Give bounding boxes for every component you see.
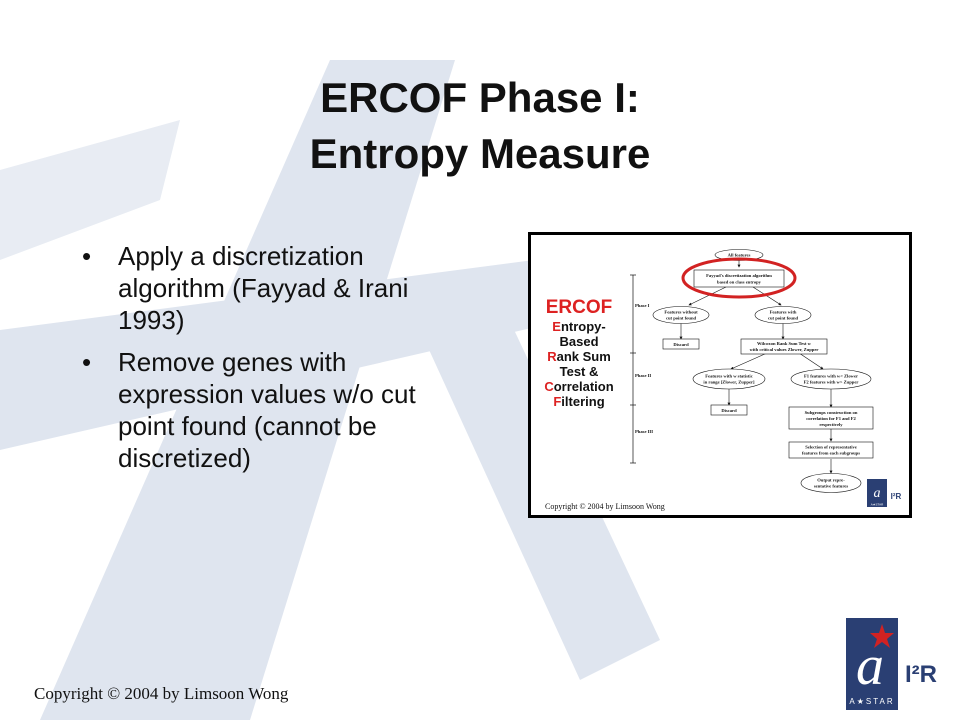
svg-text:Output repre-: Output repre- xyxy=(817,477,845,483)
ercof-line: Entropy- xyxy=(552,319,606,334)
svg-text:Subgroups construction on: Subgroups construction on xyxy=(804,410,858,415)
svg-text:a: a xyxy=(856,635,884,697)
svg-text:Features with: Features with xyxy=(769,309,797,315)
bullet-dot-icon: • xyxy=(82,241,92,271)
ercof-line: Correlation xyxy=(544,379,614,394)
figure-copyright: Copyright © 2004 by Limsoon Wong xyxy=(545,502,665,511)
svg-text:I²R: I²R xyxy=(890,492,902,501)
svg-text:F2 features with w> Zupper: F2 features with w> Zupper xyxy=(803,379,859,385)
svg-text:I²R: I²R xyxy=(905,661,937,688)
svg-text:cut point found: cut point found xyxy=(665,315,697,321)
title-line-2: Entropy Measure xyxy=(309,130,651,177)
svg-text:with critical values Zlower, Z: with critical values Zlower, Zupper xyxy=(749,347,819,352)
bullet-list xyxy=(80,240,460,484)
svg-text:respectively: respectively xyxy=(819,422,843,427)
ercof-line: Test & xyxy=(559,364,599,379)
astar-i2r-logo-icon xyxy=(846,618,944,710)
ercof-line: Filtering xyxy=(553,394,605,409)
bullet-dot-icon: • xyxy=(82,347,92,377)
figure-logo-icon xyxy=(867,479,902,507)
ercof-head: ERCOF xyxy=(545,297,613,318)
phase-label: Phase III xyxy=(635,429,653,434)
svg-text:cut point found: cut point found xyxy=(767,315,799,321)
phase-label: Phase II xyxy=(635,373,652,378)
ercof-flowchart-figure xyxy=(528,232,912,518)
svg-text:A★STAR: A★STAR xyxy=(870,502,884,507)
bullet-item: • Remove genes with expression values w/o cut point found (cannot be discretized) xyxy=(82,347,416,473)
svg-text:sentative features: sentative features xyxy=(813,483,849,489)
title-line-1: ERCOF Phase I: xyxy=(320,74,640,121)
svg-text:based on class entropy: based on class entropy xyxy=(717,279,761,285)
bullet-item: • Apply a discretization algorithm (Fayyad & Irani 1993) xyxy=(82,241,409,335)
svg-text:in range [Zlower, Zupper]: in range [Zlower, Zupper] xyxy=(703,379,755,385)
ercof-line: Rank Sum xyxy=(547,349,611,364)
svg-text:All features: All features xyxy=(727,252,751,258)
svg-text:A★STAR: A★STAR xyxy=(849,697,895,706)
svg-text:Discard: Discard xyxy=(673,342,689,347)
svg-text:Discard: Discard xyxy=(721,408,737,413)
svg-text:a: a xyxy=(873,486,881,501)
phase-label: Phase I xyxy=(635,303,650,308)
flowchart-diagram xyxy=(531,235,909,515)
svg-text:Wilcoxon Rank Sum Test w: Wilcoxon Rank Sum Test w xyxy=(756,341,812,346)
slide-copyright: Copyright © 2004 by Limsoon Wong xyxy=(34,684,289,703)
svg-text:F1 features with w< Zlower: F1 features with w< Zlower xyxy=(803,373,859,379)
svg-text:correlation for F1 and F2: correlation for F1 and F2 xyxy=(806,416,856,421)
svg-text:features from each subgroups: features from each subgroups xyxy=(801,450,861,456)
svg-text:Selection of representative: Selection of representative xyxy=(805,444,857,450)
svg-text:Features without: Features without xyxy=(664,309,698,315)
svg-text:Features with w statistic: Features with w statistic xyxy=(705,373,753,379)
ercof-line: Based xyxy=(559,334,599,349)
svg-text:Fayyad's discretization algori: Fayyad's discretization algorithm xyxy=(706,273,772,278)
slide-title xyxy=(0,70,960,182)
